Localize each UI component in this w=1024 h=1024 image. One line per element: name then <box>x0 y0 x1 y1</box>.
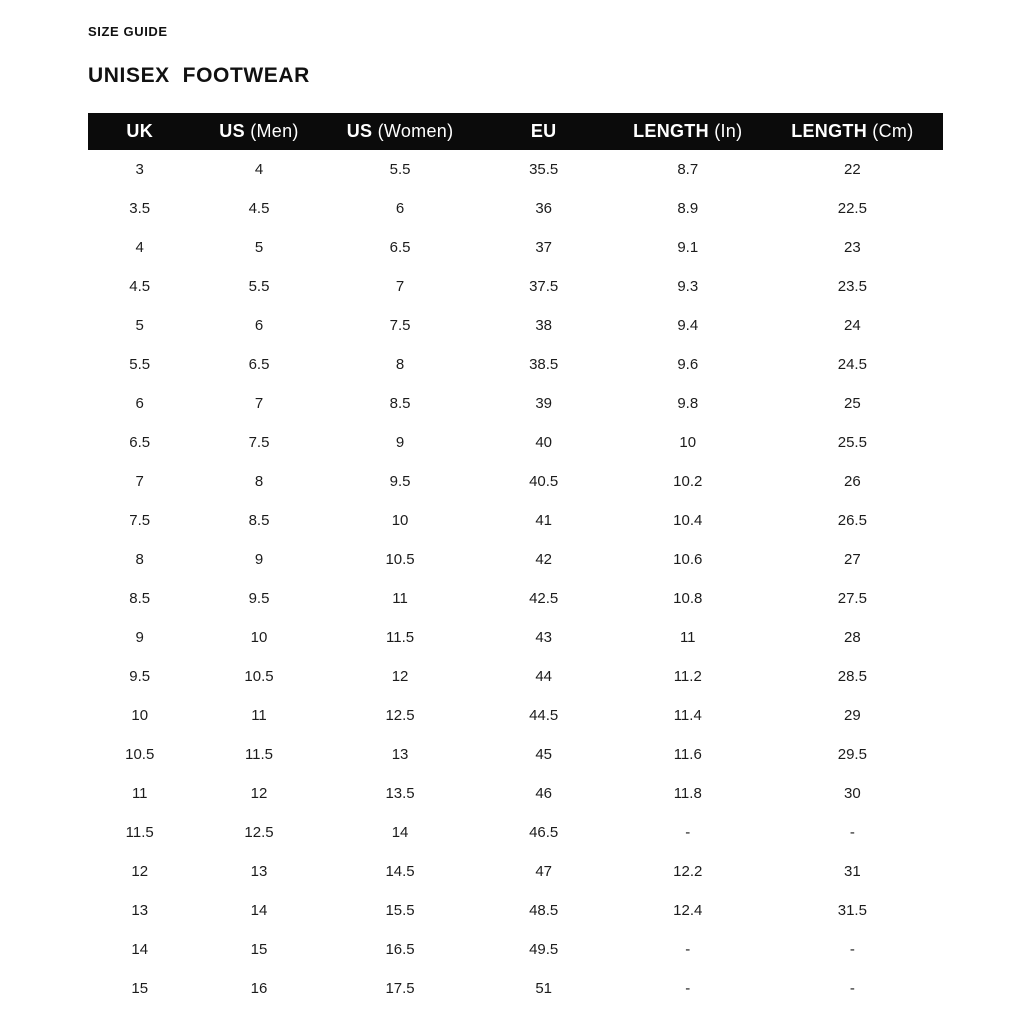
table-row <box>88 930 943 969</box>
table-cell: 15.5 <box>385 902 415 919</box>
table-cell: 24.5 <box>837 356 867 373</box>
table-cell: 3.5 <box>129 200 151 217</box>
size-table-body <box>88 150 943 1008</box>
table-row <box>88 228 943 267</box>
table-cell: 9.6 <box>677 356 699 373</box>
table-cell: 6.5 <box>389 239 411 256</box>
column-header-eu <box>474 113 614 150</box>
table-cell: 5 <box>254 239 264 256</box>
table-cell: 11 <box>131 785 148 802</box>
table-cell: 6.5 <box>129 434 151 451</box>
table-cell: 7.5 <box>389 317 411 334</box>
table-cell: 9 <box>395 434 405 451</box>
column-header-qualifier: (Women) <box>372 121 454 141</box>
table-cell: 9.1 <box>677 239 699 256</box>
table-cell: 13 <box>131 902 149 919</box>
table-cell: 10 <box>131 707 149 724</box>
table-cell: - <box>685 941 691 958</box>
table-cell: 12 <box>391 668 409 685</box>
column-header-label: US <box>346 121 373 141</box>
table-cell: 9.5 <box>389 473 411 490</box>
table-cell: 6 <box>395 200 405 217</box>
table-cell: 6 <box>254 317 264 334</box>
table-row <box>88 618 943 657</box>
table-cell: 29.5 <box>837 746 867 763</box>
table-cell: 28.5 <box>837 668 867 685</box>
table-cell: 8.5 <box>129 590 151 607</box>
table-cell: 4.5 <box>248 200 270 217</box>
table-cell: - <box>685 980 691 997</box>
table-cell: 38.5 <box>529 356 559 373</box>
table-cell: 8 <box>254 473 264 490</box>
column-header-qualifier: (Cm) <box>867 121 914 141</box>
table-cell: 8.5 <box>248 512 270 529</box>
column-header-label: LENGTH <box>791 121 867 141</box>
table-cell: 16.5 <box>385 941 415 958</box>
table-cell: 23.5 <box>837 278 867 295</box>
table-cell: 31 <box>844 863 861 880</box>
table-cell: 5.5 <box>389 161 411 178</box>
table-cell: 6 <box>135 395 144 412</box>
table-row <box>88 150 943 189</box>
table-cell: 46.5 <box>529 824 559 841</box>
table-cell: 9.4 <box>677 317 699 334</box>
table-cell: 42.5 <box>529 590 559 607</box>
table-cell: 7 <box>395 278 405 295</box>
table-cell: 10.8 <box>673 590 703 607</box>
table-cell: 13.5 <box>385 785 415 802</box>
table-cell: 26 <box>844 473 861 490</box>
table-cell: - <box>685 824 691 841</box>
table-cell: 13 <box>391 746 409 763</box>
table-cell: 44.5 <box>529 707 559 724</box>
table-cell: 12.4 <box>673 902 703 919</box>
table-row <box>88 813 943 852</box>
column-header-length-cm <box>762 113 943 150</box>
table-cell: 4 <box>254 161 264 178</box>
table-cell: 9.5 <box>129 668 151 685</box>
table-row <box>88 891 943 930</box>
table-cell: 23 <box>844 239 861 256</box>
table-cell: 8.5 <box>389 395 411 412</box>
table-cell: 9.5 <box>248 590 270 607</box>
table-cell: 25 <box>844 395 861 412</box>
table-cell: 13 <box>250 863 268 880</box>
table-cell: 8 <box>135 551 144 568</box>
table-cell: 10 <box>250 629 268 646</box>
table-cell: 11 <box>251 707 267 724</box>
table-cell: 43 <box>535 629 553 646</box>
table-cell: 25.5 <box>837 434 867 451</box>
table-cell: 10.6 <box>673 551 703 568</box>
table-cell: 45 <box>535 746 553 763</box>
size-guide-label: SIZE GUIDE <box>88 24 168 39</box>
table-cell: 48.5 <box>529 902 559 919</box>
table-cell: 28 <box>844 629 861 646</box>
table-cell: 10.5 <box>125 746 155 763</box>
table-cell: 35.5 <box>529 161 559 178</box>
table-cell: 11.5 <box>244 746 274 763</box>
table-cell: 10 <box>679 434 697 451</box>
table-cell: 14 <box>250 902 268 919</box>
table-cell: 51 <box>535 980 553 997</box>
table-cell: 36 <box>535 200 553 217</box>
table-cell: 11 <box>679 629 696 646</box>
table-cell: 15 <box>131 980 149 997</box>
table-cell: 15 <box>250 941 268 958</box>
column-header-label: EU <box>530 121 557 141</box>
table-cell: 5.5 <box>129 356 151 373</box>
table-cell: 10.4 <box>673 512 703 529</box>
table-cell: 11.6 <box>673 746 702 763</box>
table-cell: 9 <box>254 551 264 568</box>
table-row <box>88 423 943 462</box>
table-cell: 14 <box>391 824 409 841</box>
table-cell: 22 <box>844 161 861 178</box>
table-cell: 31.5 <box>837 902 867 919</box>
table-row <box>88 579 943 618</box>
table-cell: 49.5 <box>529 941 559 958</box>
table-cell: 39 <box>535 395 553 412</box>
table-cell: 14.5 <box>385 863 415 880</box>
table-cell: 7 <box>135 473 144 490</box>
table-cell: 9.3 <box>677 278 699 295</box>
table-cell: 37 <box>535 239 553 256</box>
table-cell: 7.5 <box>129 512 151 529</box>
table-cell: 9.8 <box>677 395 699 412</box>
table-cell: 4 <box>135 239 144 256</box>
table-cell: - <box>849 824 855 841</box>
column-header-qualifier: (In) <box>708 121 743 141</box>
table-row <box>88 774 943 813</box>
table-cell: 44 <box>535 668 553 685</box>
column-header-us-women <box>327 113 474 150</box>
table-row <box>88 969 943 1008</box>
table-cell: 12.5 <box>385 707 415 724</box>
table-cell: - <box>849 941 855 958</box>
table-cell: 40.5 <box>529 473 559 490</box>
table-cell: 16 <box>250 980 268 997</box>
table-cell: 6.5 <box>248 356 270 373</box>
table-cell: 10.5 <box>244 668 274 685</box>
table-cell: 11.4 <box>673 707 702 724</box>
table-cell: 24 <box>844 317 861 334</box>
size-table-head <box>88 113 943 150</box>
table-cell: 12 <box>250 785 268 802</box>
table-row <box>88 189 943 228</box>
table-cell: 10 <box>391 512 409 529</box>
table-cell: 11.8 <box>673 785 702 802</box>
table-cell: 12.2 <box>673 863 703 880</box>
table-cell: 11.5 <box>125 824 154 841</box>
table-cell: 5.5 <box>248 278 270 295</box>
column-header-us-men <box>191 113 326 150</box>
table-row <box>88 852 943 891</box>
table-cell: 10.2 <box>673 473 703 490</box>
table-row <box>88 540 943 579</box>
table-cell: 7 <box>254 395 264 412</box>
page-title: UNISEX FOOTWEAR <box>88 64 310 87</box>
size-conversion-table <box>88 113 943 1008</box>
table-cell: 26.5 <box>837 512 867 529</box>
table-cell: 11.2 <box>673 668 702 685</box>
table-cell: 27 <box>844 551 861 568</box>
table-row <box>88 735 943 774</box>
table-cell: 11.5 <box>386 629 415 646</box>
table-cell: 8.9 <box>677 200 699 217</box>
table-cell: 30 <box>844 785 861 802</box>
table-cell: 4.5 <box>129 278 151 295</box>
table-row <box>88 267 943 306</box>
table-cell: 8.7 <box>677 161 699 178</box>
table-cell: 3 <box>135 161 144 178</box>
column-header-label: UK <box>126 121 154 141</box>
column-header-qualifier: (Men) <box>244 121 299 141</box>
table-cell: 14 <box>131 941 149 958</box>
table-cell: 9 <box>135 629 144 646</box>
column-header-label: US <box>219 121 245 141</box>
table-cell: 5 <box>135 317 144 334</box>
table-row <box>88 501 943 540</box>
table-cell: - <box>849 980 855 997</box>
table-cell: 12 <box>131 863 149 880</box>
table-cell: 27.5 <box>837 590 867 607</box>
table-cell: 8 <box>395 356 405 373</box>
table-cell: 41 <box>535 512 553 529</box>
table-cell: 42 <box>535 551 553 568</box>
table-cell: 38 <box>535 317 553 334</box>
table-cell: 7.5 <box>248 434 270 451</box>
column-header-uk <box>88 113 191 150</box>
table-cell: 46 <box>535 785 553 802</box>
table-cell: 37.5 <box>529 278 559 295</box>
table-row <box>88 345 943 384</box>
table-cell: 22.5 <box>837 200 867 217</box>
table-cell: 10.5 <box>385 551 415 568</box>
table-row <box>88 696 943 735</box>
table-cell: 12.5 <box>244 824 274 841</box>
header-row <box>88 113 943 150</box>
table-cell: 40 <box>535 434 553 451</box>
table-cell: 29 <box>844 707 861 724</box>
column-header-length-in <box>614 113 762 150</box>
table-row <box>88 657 943 696</box>
table-row <box>88 384 943 423</box>
table-cell: 17.5 <box>385 980 415 997</box>
table-row <box>88 462 943 501</box>
table-cell: 11 <box>392 590 408 607</box>
table-row <box>88 306 943 345</box>
column-header-label: LENGTH <box>633 121 709 141</box>
table-cell: 47 <box>535 863 553 880</box>
